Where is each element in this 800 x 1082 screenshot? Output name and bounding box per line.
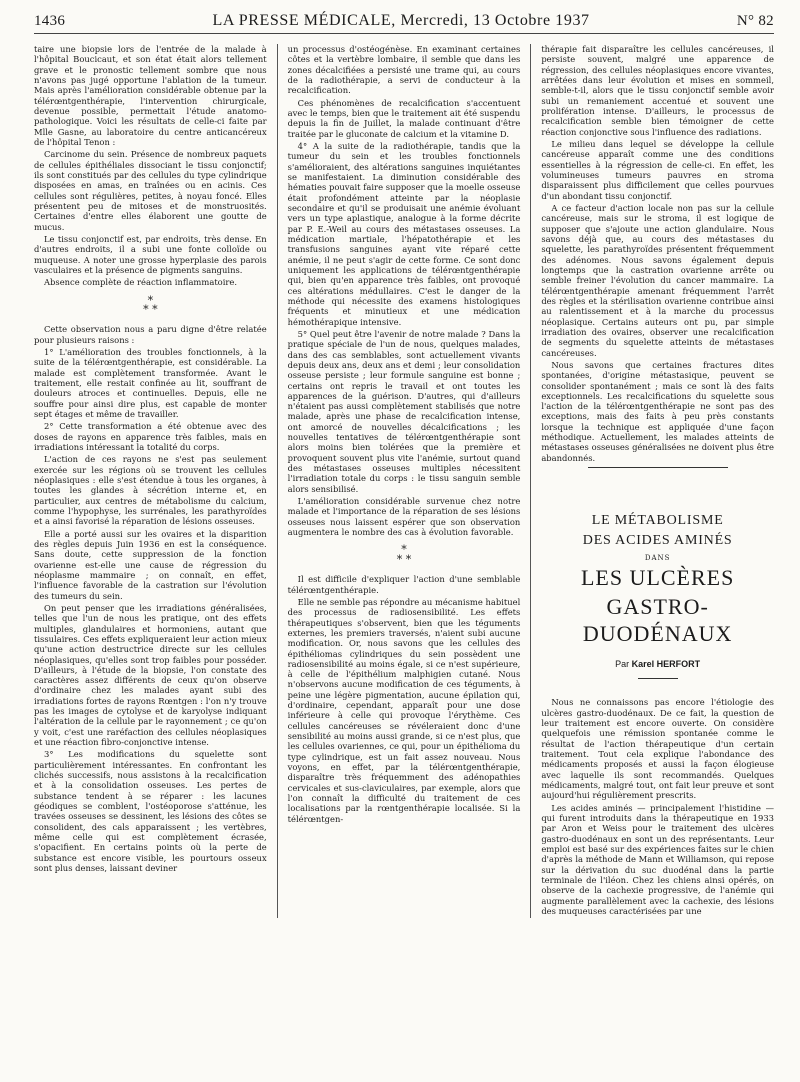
paragraph: un processus d'ostéogénèse. En examinant certaines côtes et la vertèbre lombaire, il semble que dans les zones décalcifiées a persisté une trame qui, au cours de la radiothérapie, a servi de conducteur à la recalcification. — [287, 44, 521, 96]
journal-header — [212, 12, 589, 30]
paragraph: On peut penser que les irradiations généralisées, telles que l'un de nous les pratique, ont des effets multiples, glandulaires et hormoniens, autant que tissulaires. Ces effets expliqueraient leur action mieux qu'une action destructrice directe sur les cellules néoplasiques, qu'elles sont trop faibles pour posséder. D'ailleurs, à l'étude de la biopsie, l'on constate des caractères assez différents de ceux qu'on observe d'ordinaire chez les malades ayant subi des irradiations fortes de rayons Rœntgen : l'on n'y trouve pas les images de cytolyse et de karyolyse indiquant l'altération de la cellule par le rayonnement ; ce qu'on y voit, c'est une raréfaction des cellules néoplasiques et une réaction fibro-conjonctive intense. — [34, 602, 267, 748]
column-2 — [288, 44, 521, 918]
article-title-dans: DANS — [644, 553, 671, 562]
page-header — [34, 12, 774, 34]
paragraph: Le tissu conjonctif est, par endroits, très dense. En d'autres endroits, il a subi une fonte colloïde ou muqueuse. A noter une grosse hyperplasie des parois vasculaires et la présence de pigments sanguins. — [34, 233, 267, 275]
paragraph: 4° A la suite de la radiothérapie, tandis que la tumeur du sein et les troubles fonctionnels s'amélioraient, des altérations sanguines inquiétantes se manifestaient. La diminution considérable des hématies pouvait faire supposer que la moelle osseuse était profondément atteinte par la néoplasie secondaire et qu'il se produisait une anémie évoluant vers un type aplastique, analogue à la forme décrite par P. E.-Weil au cours des métastases osseuses. La médication martiale, l'hépatothérapie et les transfusions sanguines ayant vite réparé cette anémie, il ne peut s'agir de cette forme. Ce sont donc uniquement les applications de télérœntgenthérapie qui, bien qu'en apparence très faibles, ont provoqué ces altérations médullaires. C'est le danger de la méthode qui nécessite des examens histologiques fréquents et minutieux et une médication hémothérapique intensive. — [287, 140, 521, 327]
paragraph: A ce facteur d'action locale non pas sur la cellule cancéreuse, mais sur le stroma, il est logique de supposer que s'ajoute une action glandulaire. Nous savons déjà que, au cours des métastases du squelette, les parathyroïdes présentent fréquemment des adénomes. Nous savons également depuis longtemps que la castration ovarienne arrête ou semble freiner l'évolution du cancer mammaire. La télérœntgenthérapie amenant fréquemment l'arrêt des règles et la stérilisation ovarienne contribue ainsi au ralentissement et à la marche du processus néoplasique. Certains auteurs ont pu, par simple irradiation des ovaires, observer une recalcification de segments du squelette atteints de métastases cancéreuses. — [541, 202, 774, 358]
paragraph: L'amélioration considérable survenue chez notre malade et l'importance de la réparation de ses lésions osseuses nous laissent espérer que son observation augmentera le nombre des cas à évolution favorable. — [287, 496, 521, 538]
page-number: 1436 — [34, 13, 66, 29]
paragraph: Les acides aminés — principalement l'histidine — qui furent introduits dans la thérapeutique en 1933 par Aron et Weiss pour le traitement des ulcères gastro-duodénaux en sont un des représentants. Leur emploi est basé sur des expériences faites sur le chien d'après la méthode de Mann et Williamson, qui repose sur la dérivation du suc duodénal dans la partie terminale de l'iléon. Chez les chiens ainsi opérés, on observe de la cachexie progressive, de l'anémie qui augmente parallèlement avec la cachexie, des lésions des muqueuses caractérisées par une — [541, 802, 774, 916]
issue-number: N° 82 — [736, 13, 774, 29]
column-divider — [530, 44, 531, 918]
author-rule — [638, 678, 678, 679]
columns — [34, 44, 774, 918]
asterism-separator: * * * — [143, 293, 158, 317]
paragraph: Il est difficile d'expliquer l'action d'une semblable télérœntgenthérapie. — [287, 574, 521, 595]
paragraph: Ces phénomènes de recalcification s'accentuent avec le temps, bien que le traitement ait été suspendu depuis la fin de Juillet, la malade continuant d'être traitée par le gluconate de calcium et la vitamine D. — [287, 97, 521, 139]
column-divider — [277, 44, 278, 918]
issue-date: Mercredi, 13 Octobre 1937 — [400, 12, 590, 29]
article-title-line3: LES ULCÈRES — [580, 565, 735, 591]
paragraph: Nous savons que certaines fractures dites spontanées, d'origine métastasique, peuvent se consolider spontanément ; mais ce sont là des faits exceptionnels. Les recalcifications du squelette sous l'action de la télérœntgenthérapie ne sont pas des exceptions, mais des faits à peu près constants lorsque la technique est appliquée d'une façon méthodique. Actuellement, les malades atteints de métastases osseuses généralisées ne doivent plus être abandonnés. — [541, 359, 774, 463]
paragraph: Elle a porté aussi sur les ovaires et la disparition des règles depuis Juin 1936 en est la conséquence. Sans doute, cette suppression de la fonction ovarienne est-elle une cause de régression du néoplasme mammaire ; on connaît, en effet, l'influence favorable de la castration sur l'évolution des tumeurs du sein. — [34, 528, 267, 601]
article-title-line2: DES ACIDES AMINÉS — [582, 533, 733, 549]
article-title-line1: LE MÉTABOLISME — [591, 513, 724, 529]
paragraph: 3° Les modifications du squelette sont particulièrement intéressantes. En confrontant les clichés successifs, nous assistons à la recalcification et à la consolidation osseuses. Les pertes de substance tendent à se réparer : les lacunes géodiques se comblent, l'ostéoporose s'atténue, les travées osseuses se dessinent, les lésions des côtes se consolident, des cals apparaissent ; les vertèbres, même celle qui est complètement écrasée, s'opacifient. En certains points où la perte de substance est encore visible, les pourtours osseux sont plus denses, laissant deviner — [34, 749, 267, 874]
author-name: Karel HERFORT — [631, 659, 701, 670]
author-prefix: Par — [615, 659, 630, 670]
article-end-rule — [588, 467, 728, 468]
paragraph: thérapie fait disparaître les cellules cancéreuses, il persiste souvent, malgré une apparence de régression, des cellules néoplasiques encore vivantes, arrêtées dans leur évolution et mises en sommeil, semble-t-il, alors que le tissu conjonctif semble avoir subi un remaniement accentué et souvent une prolifération intense. D'ailleurs, le processus de recalcification semble bien témoigner de cette réaction conjonctive sous l'influence des radiations. — [541, 44, 774, 137]
paragraph: Nous ne connaissons pas encore l'étiologie des ulcères gastro-duodénaux. De ce fait, la question de leur traitement est encore ouverte. On considère quelquefois une rémission spontanée comme le résultat de l'action thérapeutique d'un certain traitement. Tout cela explique l'abondance des médicaments proposés et aussi la façon élogieuse avec laquelle ils sont recommandés. Quelques médicaments, malgré tout, ont fait leur preuve et sont aujourd'hui régulièrement prescrits. — [541, 697, 774, 801]
column-1 — [34, 44, 267, 918]
paragraph: 5° Quel peut être l'avenir de notre malade ? Dans la pratique spéciale de l'un de nous, quelques malades, dans des cas semblables, sont actuellement vivants depuis deux ans, deux ans et demi ; leur consolidation osseuse persiste ; leur formule sanguine est bonne ; certains ont repris le travail et ont toutes les apparences de la guérison. D'autres, qui d'ailleurs n'étaient pas aussi complètement stabilisés que notre malade, après une phase de recalcification intense, ont amorcé de nouvelles décalcifications ; les nouvelles tentatives de télérœntgenthérapie sont alors moins bien tolérées que la première et provoquent souvent plus vite l'anémie, surtout quand des métastases osseuses multiples nécessitent l'irradiation totale du corps : le tissu sanguin semble alors sensibilisé. — [287, 328, 521, 494]
paragraph: 1° L'amélioration des troubles fonctionnels, à la suite de la télérœntgenthérapie, est considérable. La malade est complètement transformée. Avant le traitement, elle restait confinée au lit, souffrant de douleurs atroces et continuelles. Depuis, elle ne souffre pour ainsi dire plus, est capable de monter sept étages et même de travailler. — [34, 346, 267, 419]
asterism-separator: * * * — [396, 543, 412, 567]
article-heading — [541, 512, 774, 679]
article-title-line4: GASTRO-DUODÉNAUX — [582, 594, 733, 647]
paragraph: Cette observation nous a paru digne d'être relatée pour plusieurs raisons : — [34, 324, 267, 345]
paragraph: Elle ne semble pas répondre au mécanisme habituel des processus de radiosensibilité. Les effets thérapeutiques s'observent, bien que les téguments externes, les premiers traversés, n'aient subi aucune modification. Or, nous savons que les cellules des épithéliomas cylindriques du sein possèdent une radiosensibilité au moins égale, si ce n'est supérieure, à celle de l'épithélium malphigien cutané. Nous n'observons aucune modification de ces téguments, à peine une légère pigmentation, aucune épilation qui, d'ordinaire, cependant, apparaît pour une dose inférieure à celle qui provoque l'érythème. Ces cellules cancéreuses se révéleraient donc d'une sensibilité au moins aussi grande, si ce n'est plus, que les cellules ovariennes, ce qui, pour un épithélioma du type cylindrique, est un fait assez nouveau. Nous voyons, en effet, par la télérœntgenthérapie, disparaître très fréquemment des adénopathies cervicales et sus-claviculaires, par exemple, alors que l'on connaît la difficulté du traitement de ces localisations par la rœntgenthérapie localisée. Si la télérœntgen- — [287, 596, 521, 824]
column-3 — [541, 44, 774, 918]
paragraph: L'action de ces rayons ne s'est pas seulement exercée sur les régions où se trouvent les cellules néoplasiques : elle s'est étendue à tous les organes, à toutes les glandes à sécrétion interne et, en particulier, aux centres de métabolisme du calcium, comme l'hypophyse, les surrénales, les parathyroïdes et a ainsi favorisé la réparation de lésions osseuses. — [34, 454, 267, 527]
journal-name: LA PRESSE MÉDICALE, — [212, 12, 396, 29]
paragraph: taire une biopsie lors de l'entrée de la malade à l'hôpital Boucicaut, et son état était alors tellement grave et le pronostic tellement sombre que nous n'avons pas jugé opportune l'ablation de la tumeur. Mais après l'amélioration considérable obtenue par la télérœntgenthérapie, l'intervention chirurgicale, devenue possible, permettait l'étude anatomo-pathologique. Voici les résultats de celle-ci faite par Mlle Gasne, au laboratoire du centre anticancéreux de l'hôpital Tenon : — [34, 44, 267, 147]
paragraph: Le milieu dans lequel se développe la cellule cancéreuse apparaît comme une des conditions essentielles à la régression de celle-ci. En effet, les volumineuses tumeurs pauvres en stroma disparaissent plus difficilement que celles pourvues d'un abondant tissu conjonctif. — [541, 138, 774, 201]
paragraph: Absence complète de réaction inflammatoire. — [44, 277, 238, 288]
paragraph: 2° Cette transformation a été obtenue avec des doses de rayons en apparence très faibles, mais en irradiations intéressant la totalité du corps. — [34, 421, 267, 452]
article-author — [541, 659, 774, 670]
paragraph: Carcinome du sein. Présence de nombreux paquets de cellules épithéliales dissociant le tissu conjonctif; ils sont constitués par des cellules du type cylindrique disposées en amas, en traînées ou en acinis. Ces cellules sont régulières, petites, à noyau foncé. Elles présentent peu de mitoses et de monstruosités. Certaines d'entre elles élaborent une goutte de mucus. — [34, 149, 267, 232]
